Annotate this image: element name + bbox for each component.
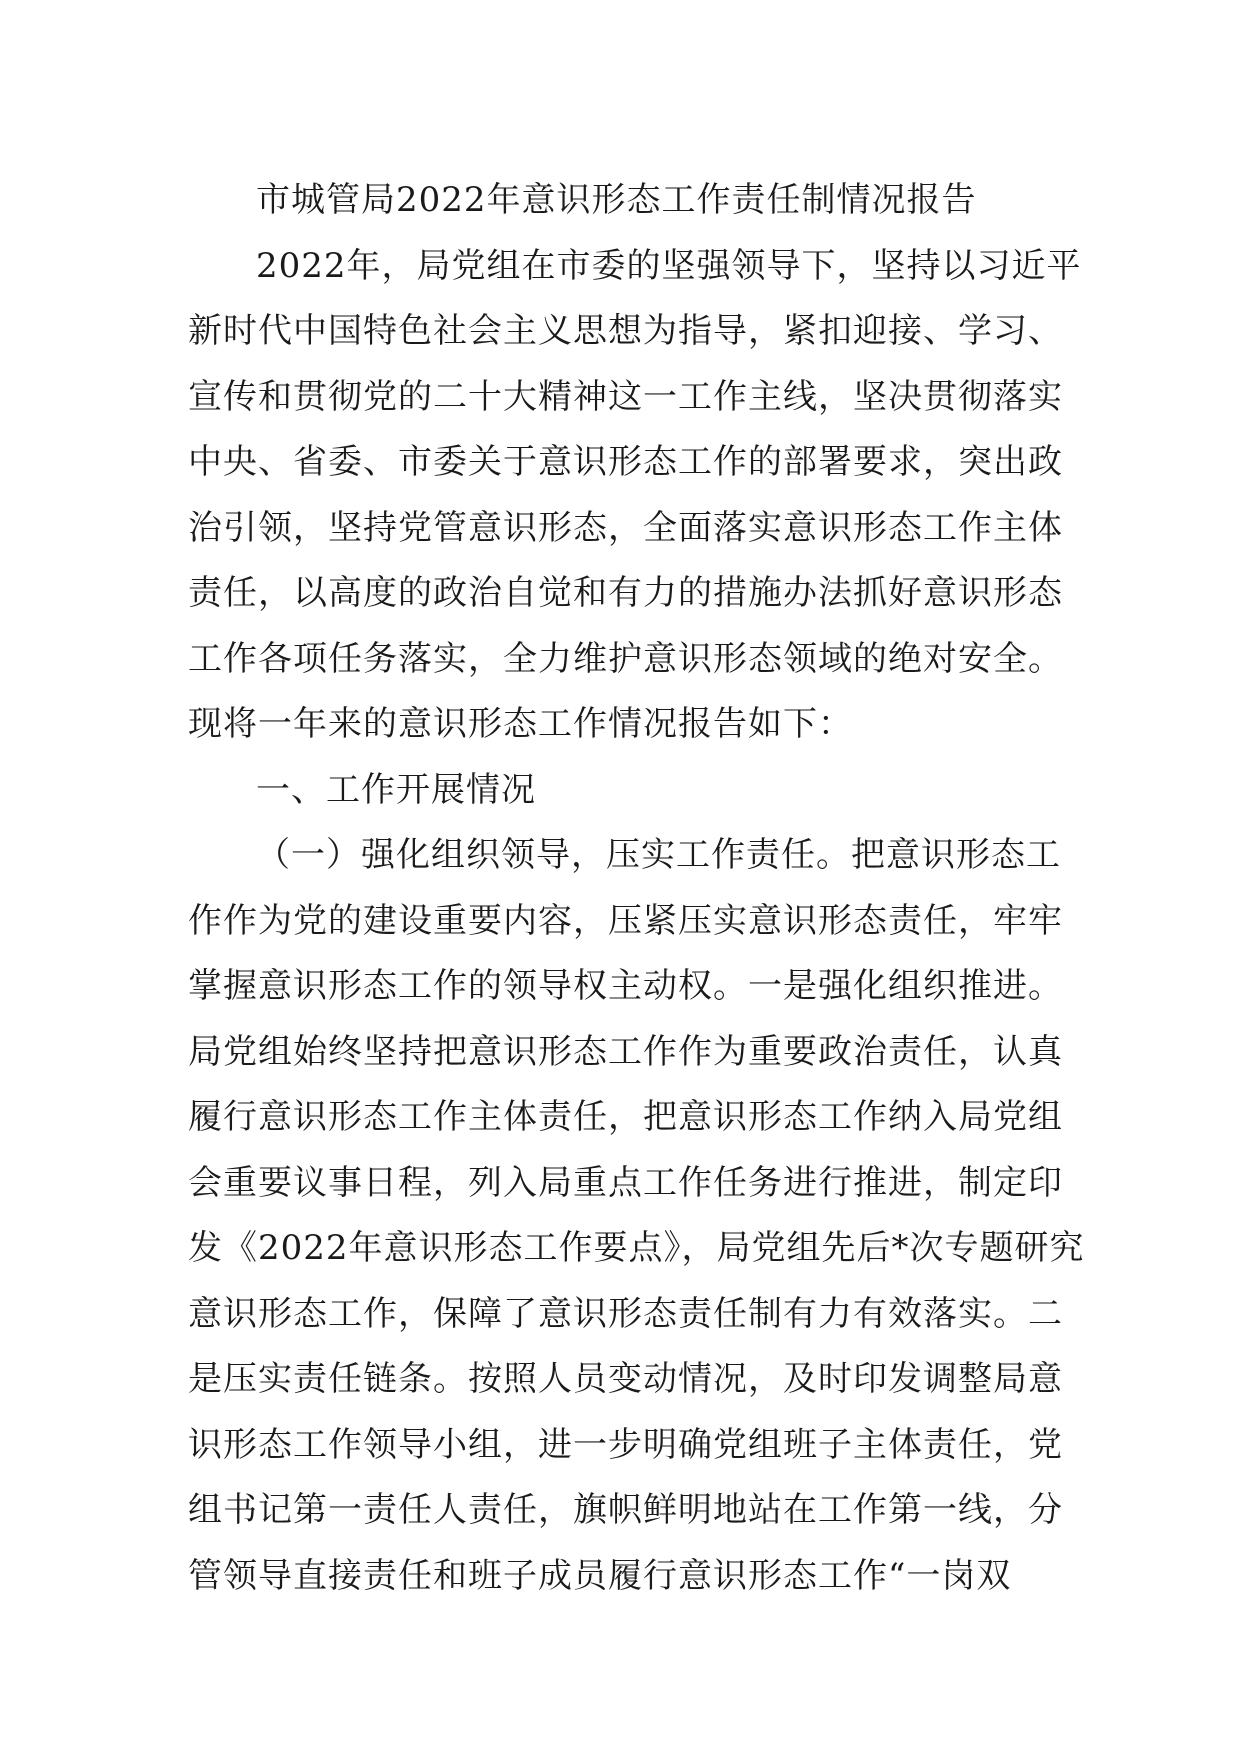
paragraph-line: 识形态工作领导小组，进一步明确党组班子主体责任，党 <box>188 1424 1063 1465</box>
paragraph-line: 发《2022年意识形态工作要点》，局党组先后*次专题研究 <box>188 1228 1085 1268</box>
document-title: 市城管局2022年意识形态工作责任制情况报告 <box>256 180 977 220</box>
paragraph-line: 掌握意识形态工作的领导权主动权。一是强化组织推进。 <box>188 966 1063 1006</box>
paragraph-line: 是压实责任链条。按照人员变动情况，及时印发调整局意 <box>188 1359 1063 1399</box>
paragraph-line: 工作各项任务落实，全力维护意识形态领域的绝对安全。 <box>188 638 1063 679</box>
paragraph-line: 宣传和贯彻党的二十大精神这一工作主线，坚决贯彻落实 <box>188 376 1063 417</box>
subsection-heading: （一）强化组织领导，压实工作责任。把意识形态工 <box>256 835 1061 875</box>
paragraph-line: 局党组始终坚持把意识形态工作作为重要政治责任，认真 <box>188 1031 1063 1072</box>
paragraph-line: 治引领，坚持党管意识形态，全面落实意识形态工作主体 <box>188 507 1063 548</box>
paragraph-line: 责任，以高度的政治自觉和有力的措施办法抓好意识形态 <box>188 573 1063 613</box>
paragraph-line: 新时代中国特色社会主义思想为指导，紧扣迎接、学习、 <box>188 311 1063 351</box>
paragraph-line: 现将一年来的意识形态工作情况报告如下： <box>188 704 853 744</box>
paragraph-line: 2022年，局党组在市委的坚强领导下，坚持以习近平 <box>256 245 1082 286</box>
paragraph-line: 会重要议事日程，列入局重点工作任务进行推进，制定印 <box>188 1162 1063 1203</box>
section-heading: 一、工作开展情况 <box>256 769 536 810</box>
paragraph-line: 作作为党的建设重要内容，压紧压实意识形态责任，牢牢 <box>188 900 1063 941</box>
paragraph-line: 中央、省委、市委关于意识形态工作的部署要求，突出政 <box>188 442 1063 482</box>
paragraph-line: 履行意识形态工作主体责任，把意识形态工作纳入局党组 <box>188 1097 1063 1137</box>
paragraph-line: 组书记第一责任人责任，旗帜鲜明地站在工作第一线，分 <box>188 1490 1063 1530</box>
document-body <box>188 168 1085 1609</box>
paragraph-line: 管领导直接责任和班子成员履行意识形态工作“一岗双 <box>188 1555 1012 1596</box>
paragraph-line: 意识形态工作，保障了意识形态责任制有力有效落实。二 <box>188 1293 1063 1334</box>
